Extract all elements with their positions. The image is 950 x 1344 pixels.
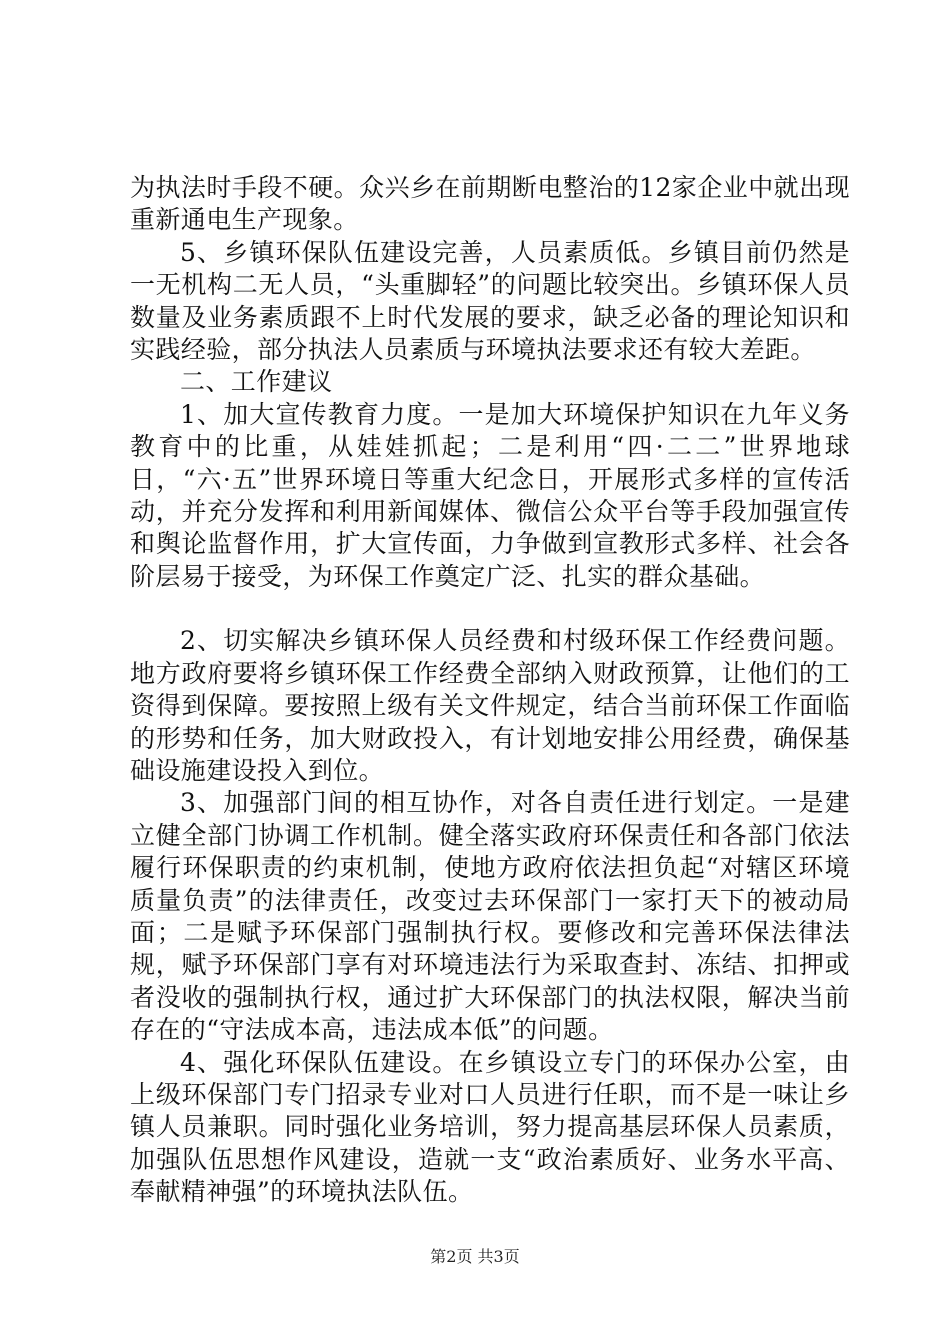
paragraph-item-5: 5、乡镇环保队伍建设完善，人员素质低。乡镇目前仍然是一无机构二无人员，“头重脚轻”的问题比较突出。乡镇环保人员数量及业务素质跟不上时代发展的要求，缺乏必备的理论知识和实践经验，部分执法人员素质与环境执法要求还有较大差距。: [130, 237, 850, 365]
paragraph-suggestion-2: 2、切实解决乡镇环保人员经费和村级环保工作经费问题。地方政府要将乡镇环保工作经费全部纳入财政预算，让他们的工资得到保障。要按照上级有关文件规定，结合当前环保工作面临的形势和任务，加大财政投入，有计划地安排公用经费，确保基础设施建设投入到位。: [130, 626, 850, 785]
section-heading-work-suggestions: 二、工作建议: [180, 367, 333, 397]
paragraph-suggestion-4: 4、强化环保队伍建设。在乡镇设立专门的环保办公室，由上级环保部门专门招录专业对口人员进行任职，而不是一味让乡镇人员兼职。同时强化业务培训，努力提高基层环保人员素质，加强队伍思想作风建设，造就一支“政治素质好、业务水平高、奉献精神强”的环境执法队伍。: [130, 1047, 850, 1207]
paragraph-gap: [130, 593, 850, 625]
page-number-footer: 第2页 共3页: [430, 1247, 520, 1266]
paragraph-suggestion-3: 3、加强部门间的相互协作，对各自责任进行划定。一是建立健全部门协调工作机制。健全落实政府环保责任和各部门依法履行环保职责的约束机制，使地方政府依法担负起“对辖区环境质量负责”的法律责任，改变过去环保部门一家打天下的被动局面；二是赋予环保部门强制执行权。要修改和完善环保法律法规，赋予环保部门享有对环境违法行为采取查封、冻结、扣押或者没收的强制执行权，通过扩大环保部门的执法权限，解决当前存在的“守法成本高，违法成本低”的问题。: [130, 788, 850, 1045]
document-body: [130, 172, 850, 1209]
paragraph-continuation: 为执法时手段不硬。众兴乡在前期断电整治的12家企业中就出现重新通电生产现象。: [130, 173, 850, 235]
paragraph-suggestion-1: 1、加大宣传教育力度。一是加大环境保护知识在九年义务教育中的比重，从娃娃抓起；二是利用“四·二二”世界地球日，“六·五”世界环境日等重大纪念日，开展形式多样的宣传活动，并充分发挥和利用新闻媒体、微信公众平台等手段加强宣传和舆论监督作用，扩大宣传面，力争做到宣教形式多样、社会各阶层易于接受，为环保工作奠定广泛、扎实的群众基础。: [130, 399, 850, 591]
